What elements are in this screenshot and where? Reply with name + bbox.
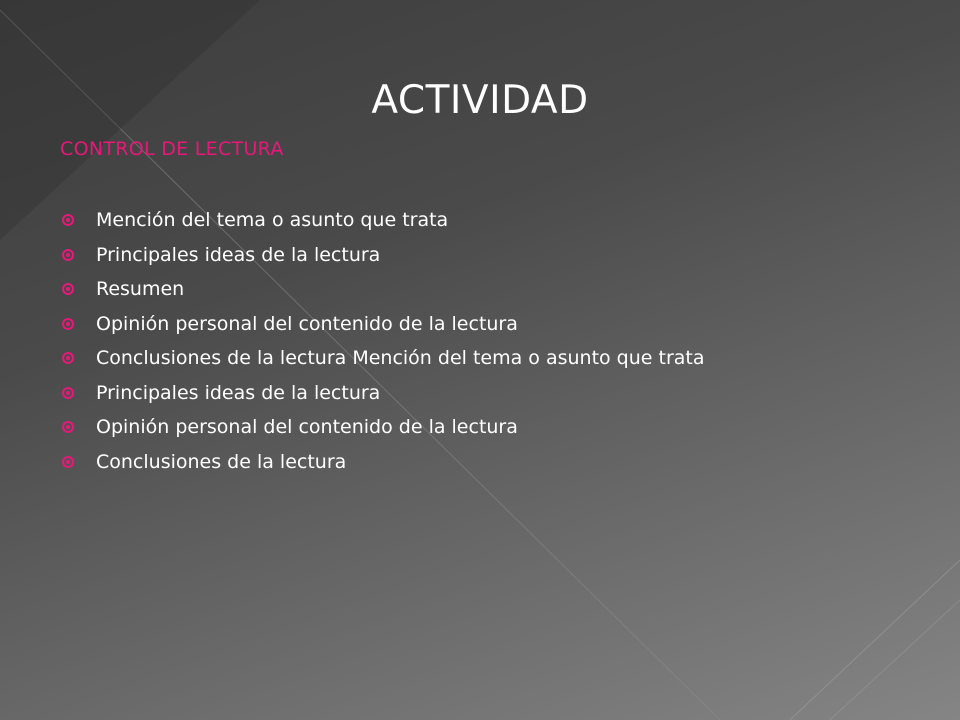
list-item-text: Opinión personal del contenido de la lectura (96, 312, 518, 335)
circle-dot-icon (62, 387, 74, 399)
circle-dot-icon (62, 421, 74, 433)
list-item-text: Conclusiones de la lectura Mención del tema o asunto que trata (96, 347, 705, 370)
slide-subtitle: CONTROL DE LECTURA (60, 138, 284, 160)
list-item-text: Opinión personal del contenido de la lectura (96, 416, 518, 439)
list-item-text: Principales ideas de la lectura (96, 381, 381, 404)
list-item (62, 203, 705, 238)
list-item-text: Resumen (96, 278, 185, 301)
circle-dot-icon (62, 352, 74, 364)
circle-dot-icon (62, 249, 74, 261)
list-item (62, 272, 705, 307)
list-item-text: Mención del tema o asunto que trata (96, 209, 449, 232)
list-item-text: Principales ideas de la lectura (96, 243, 381, 266)
diagonal-line-right (790, 560, 960, 720)
list-item-text: Conclusiones de la lectura (96, 450, 347, 473)
list-item (62, 341, 705, 376)
circle-dot-icon (62, 214, 74, 226)
bullet-list (62, 203, 705, 479)
list-item (62, 410, 705, 445)
circle-dot-icon (62, 318, 74, 330)
list-item (62, 307, 705, 342)
slide-title: ACTIVIDAD (371, 78, 589, 123)
circle-dot-icon (62, 283, 74, 295)
list-item (62, 445, 705, 480)
diagonal-line-right-2 (830, 600, 960, 720)
list-item (62, 376, 705, 411)
circle-dot-icon (62, 456, 74, 468)
list-item (62, 238, 705, 273)
